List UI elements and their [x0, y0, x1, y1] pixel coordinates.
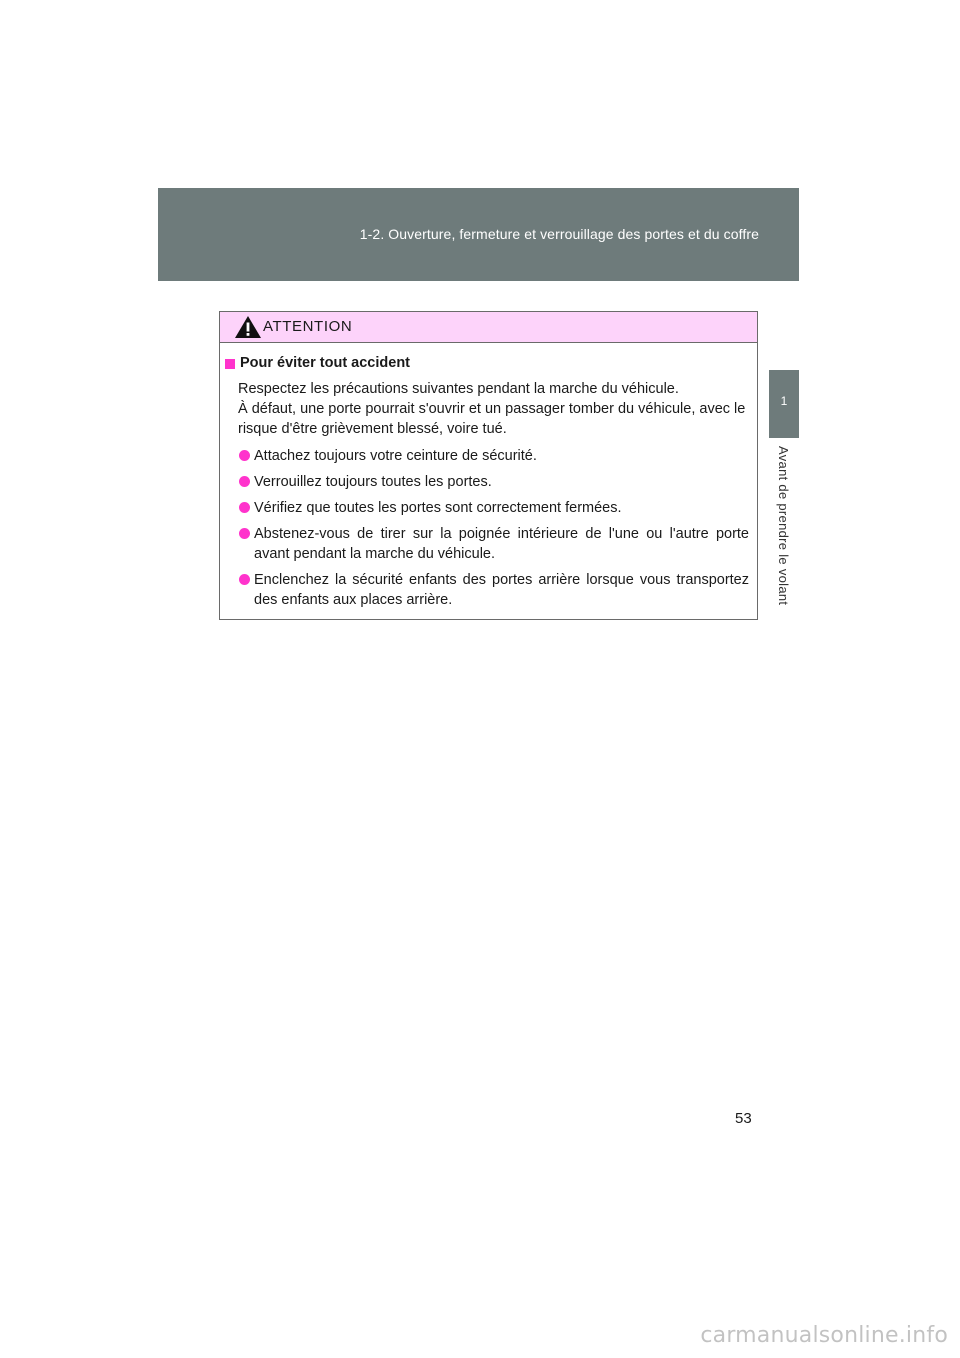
warning-header — [220, 312, 757, 343]
chapter-tab — [769, 370, 799, 438]
warning-body — [220, 343, 757, 610]
bullet-dot-icon — [239, 574, 250, 585]
list-item-text: Abstenez-vous de tirer sur la poignée intérieure de l'une ou l'autre porte avant pendant la marche du véhicule. — [254, 526, 749, 562]
chapter-label-text: Avant de prendre le volant — [776, 446, 791, 606]
list-item-text: Enclenchez la sécurité enfants des portes arrière lorsque vous transportez des enfants aux places arrière. — [254, 572, 749, 608]
bullet-dot-icon — [239, 450, 250, 461]
list-item-text: Attachez toujours votre ceinture de sécurité. — [254, 448, 537, 464]
chapter-number: 1 — [780, 394, 788, 408]
list-item — [225, 472, 749, 492]
section-title: Pour éviter tout accident — [240, 355, 411, 371]
header-band — [158, 188, 799, 281]
header-title: 1-2. Ouverture, fermeture et verrouillage des portes et du coffre — [359, 226, 759, 242]
bullet-dot-icon — [239, 502, 250, 513]
list-item — [225, 498, 749, 518]
square-bullet-icon — [225, 359, 235, 369]
intro-text — [238, 379, 749, 439]
list-item — [225, 446, 749, 466]
warning-box — [219, 311, 758, 620]
page-number: 53 — [735, 1110, 752, 1127]
bullet-dot-icon — [239, 528, 250, 539]
watermark: carmanualsonline.info — [700, 1323, 948, 1348]
intro-line: À défaut, une porte pourrait s'ouvrir et un passager tomber du véhicule, avec le risque d'être grièvement blessé, voire tué. — [238, 401, 746, 437]
chapter-label — [769, 446, 799, 626]
intro-line: Respectez les précautions suivantes pendant la marche du véhicule. — [238, 381, 679, 397]
list-item — [225, 570, 749, 610]
bullet-dot-icon — [239, 476, 250, 487]
list-item — [225, 524, 749, 564]
list-item-text: Verrouillez toujours toutes les portes. — [254, 474, 492, 490]
section-heading — [225, 353, 749, 373]
list-item-text: Vérifiez que toutes les portes sont correctement fermées. — [254, 500, 622, 516]
warning-triangle-icon — [234, 315, 262, 339]
precaution-list — [225, 446, 749, 610]
warning-title: ATTENTION — [263, 318, 353, 335]
